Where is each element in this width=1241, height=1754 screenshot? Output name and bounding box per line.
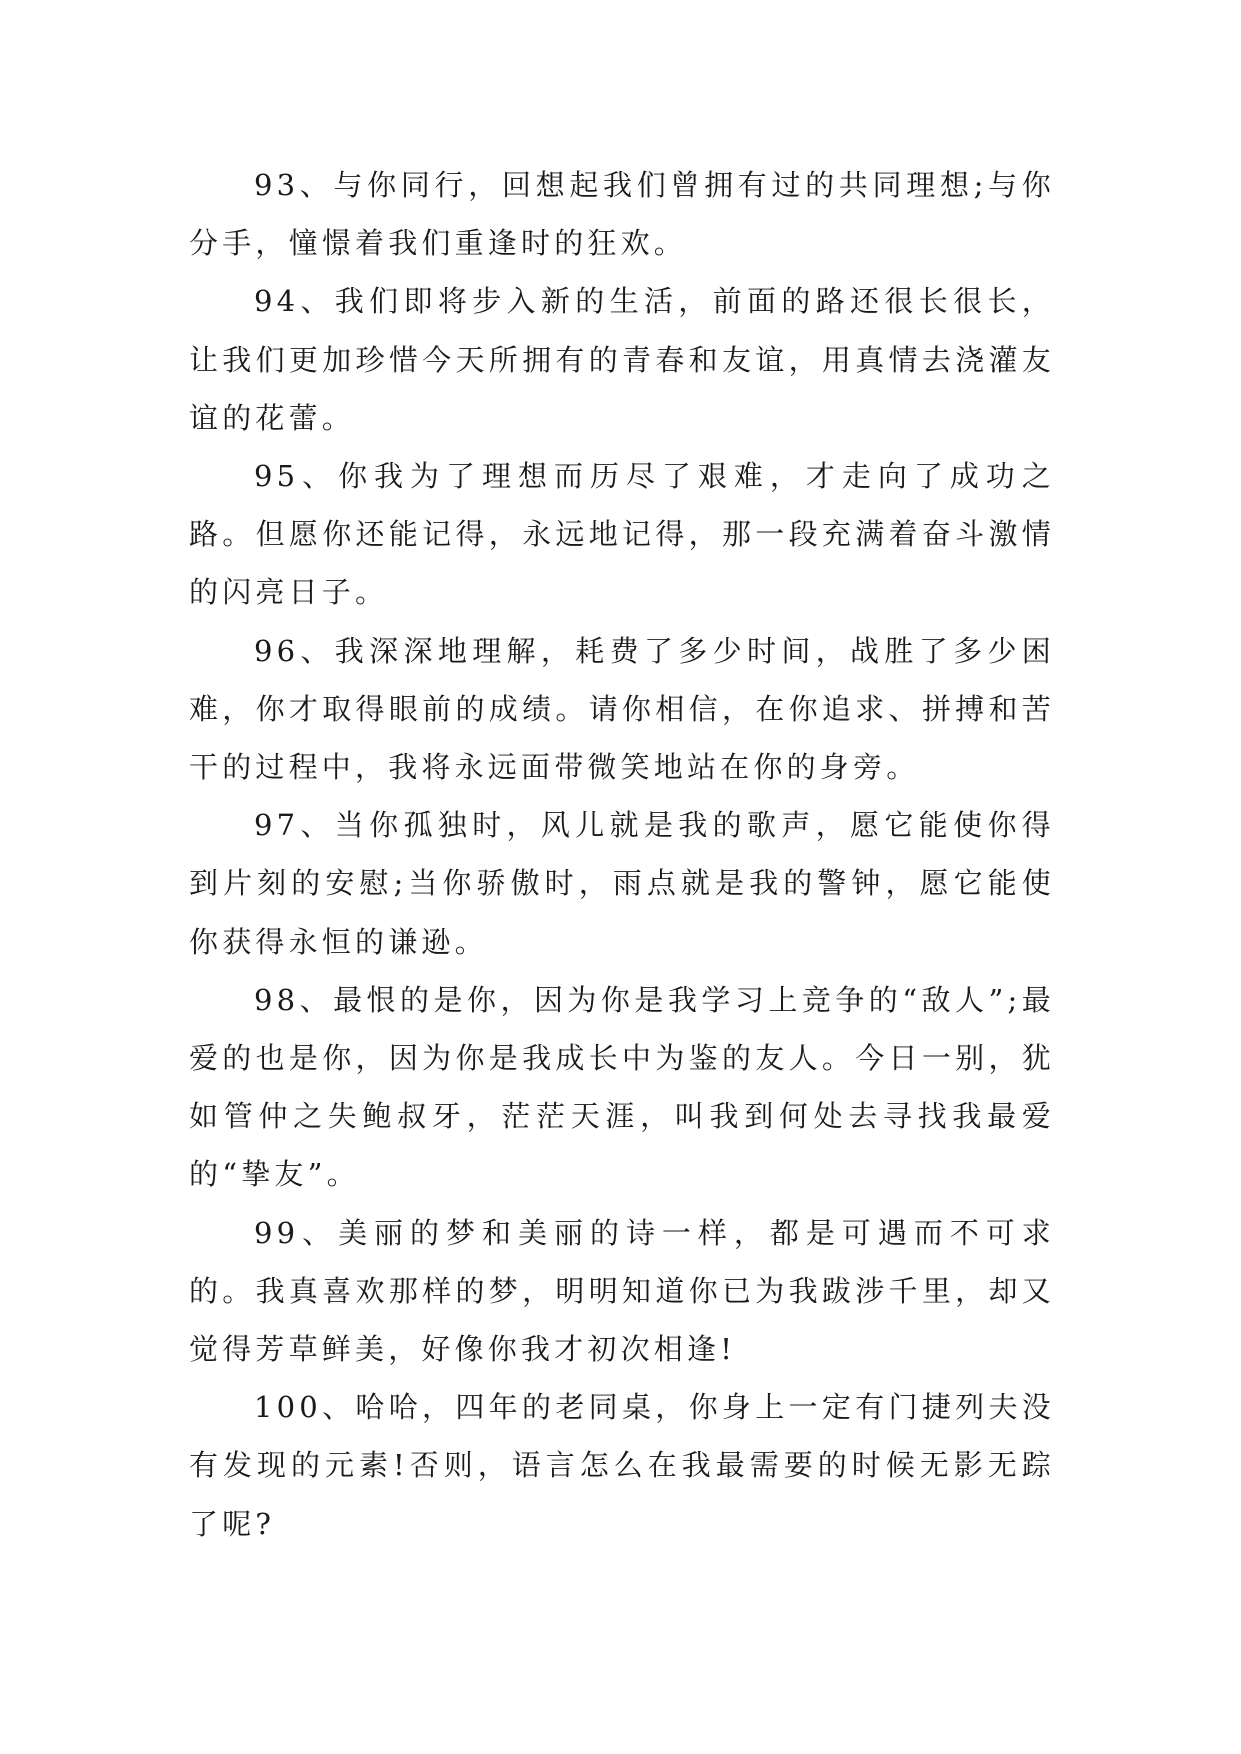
document-body <box>189 156 1055 1553</box>
paragraph-93: 93、与你同行，回想起我们曾拥有过的共同理想;与你分手，憧憬着我们重逢时的狂欢。 <box>189 168 1055 261</box>
paragraph-97: 97、当你孤独时，风儿就是我的歌声，愿它能使你得到片刻的安慰;当你骄傲时，雨点就是我的警钟，愿它能使你获得永恒的谦逊。 <box>189 808 1055 959</box>
paragraph-98: 98、最恨的是你，因为你是我学习上竞争的“敌人”;最爱的也是你，因为你是我成长中为鉴的友人。今日一别，犹如管仲之失鲍叔牙，茫茫天涯，叫我到何处去寻找我最爱的“挚友”。 <box>189 982 1055 1192</box>
paragraph-95: 95、你我为了理想而历尽了艰难，才走向了成功之路。但愿你还能记得，永远地记得，那一段充满着奋斗激情的闪亮日子。 <box>189 459 1055 610</box>
paragraph-96: 96、我深深地理解，耗费了多少时间，战胜了多少困难，你才取得眼前的成绩。请你相信，在你追求、拼搏和苦干的过程中，我将永远面带微笑地站在你的身旁。 <box>189 633 1055 785</box>
paragraph-100: 100、哈哈，四年的老同桌，你身上一定有门捷列夫没有发现的元素!否则，语言怎么在我最需要的时候无影无踪了呢? <box>189 1390 1055 1541</box>
paragraph-94: 94、我们即将步入新的生活，前面的路还很长很长，让我们更加珍惜今天所拥有的青春和友谊，用真情去浇灌友谊的花蕾。 <box>189 284 1055 435</box>
paragraph-99: 99、美丽的梦和美丽的诗一样，都是可遇而不可求的。我真喜欢那样的梦，明明知道你已为我跋涉千里，却又觉得芳草鲜美，好像你我才初次相逢! <box>189 1215 1055 1367</box>
